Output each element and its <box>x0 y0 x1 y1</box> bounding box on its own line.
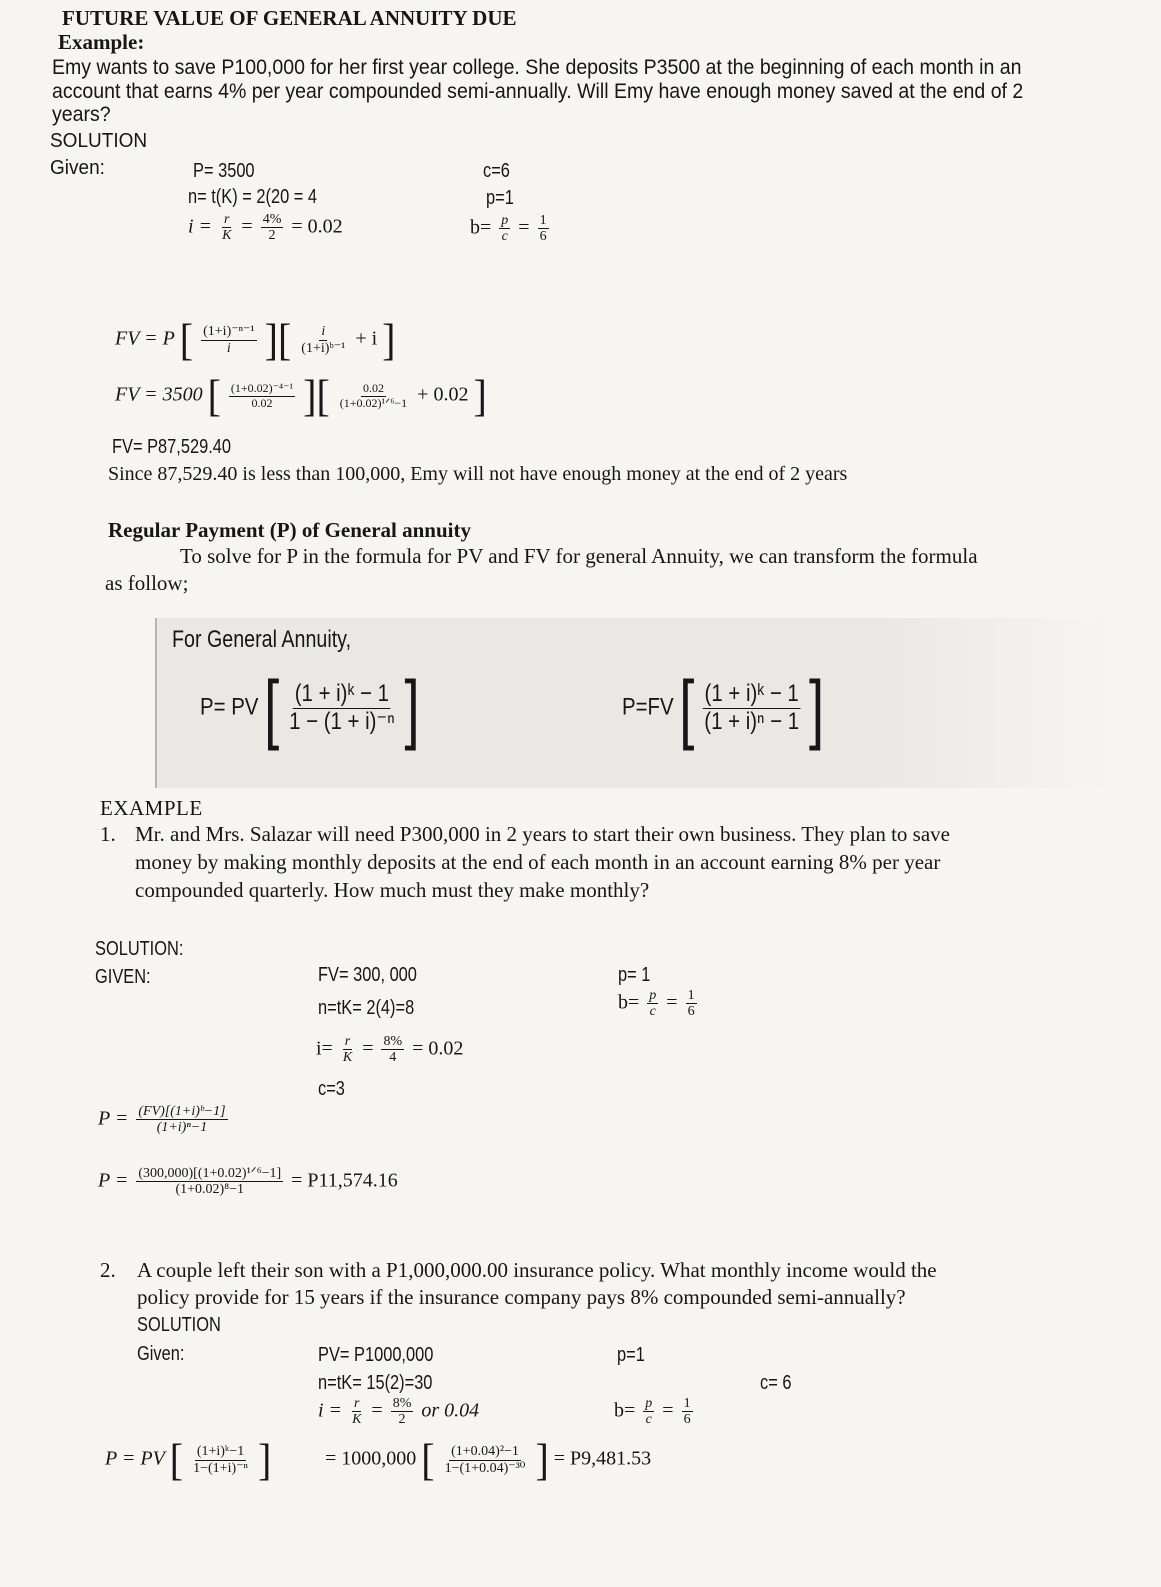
fv-formula-den1: i <box>226 340 231 356</box>
example3-b-p: p <box>645 1396 653 1411</box>
example3-i-result: or 0.04 <box>421 1399 480 1422</box>
example3-b-one: 1 <box>683 1396 691 1411</box>
example2-problem-1: Mr. and Mrs. Salazar will need P300,000 in 2 years to start their own business. They plan to save <box>135 822 950 846</box>
example3-formula: P = PV [ $\frac{\text{(1+i)ᵏ−1}}{\text{1−(1+i)⁻ⁿ}}$ ] <box>105 1434 272 1485</box>
example3-b-c: c <box>645 1412 652 1428</box>
i-pct: 4% <box>262 212 282 227</box>
example3-b-eq: = <box>662 1399 674 1422</box>
example2-b-six: 6 <box>687 1004 695 1020</box>
i-eq: = <box>241 215 253 238</box>
example2-i-k: K <box>342 1050 353 1066</box>
example3-i <box>318 1396 479 1428</box>
example3-given-label: Given: <box>137 1343 185 1365</box>
solution-label: SOLUTION <box>50 130 148 152</box>
fv-payment-num: (1 + i)ᵏ − 1 <box>704 680 799 708</box>
example2-formula-den: (1+i)ⁿ−1 <box>156 1120 208 1136</box>
example2-problem-2: money by making monthly deposits at the end of each month in an account earning 8% per year <box>135 850 941 874</box>
example2-i-r: r <box>344 1034 351 1049</box>
example2-sub-lhs: P = <box>98 1169 129 1192</box>
pv-payment-lhs: P= PV <box>200 693 259 721</box>
example2-formula-num: (FV)[(1+i)ᵇ−1] <box>138 1104 226 1119</box>
example3-i-eq: = <box>371 1399 383 1422</box>
example3-formula-lhs: P = PV <box>105 1447 165 1470</box>
example3-pv: PV= P1000,000 <box>318 1344 434 1366</box>
example3-sub-num: (1+0.04)²−1 <box>451 1444 519 1460</box>
example2-i-four: 4 <box>389 1050 397 1066</box>
i-k: K <box>222 228 232 244</box>
i-result: = 0.02 <box>291 215 343 238</box>
example2-problem-3: compounded quarterly. How much must they make monthly? <box>135 878 650 902</box>
example3-problem-1: A couple left their son with a P1,000,000.00 insurance policy. What monthly income would the <box>137 1258 937 1282</box>
example2-fv: FV= 300, 000 <box>318 964 417 986</box>
example2-sub-den: (1+0.02)⁸−1 <box>175 1182 244 1198</box>
fv-sub-den2: (1+0.02)¹ᐟ⁶−1 <box>339 395 408 410</box>
b-eq: = <box>518 216 530 239</box>
example2-b <box>618 988 700 1020</box>
pv-payment-formula: P= PV [ $\frac{\text{(1 + i)ᵏ − 1}}{\text{1 − (1 + i)⁻ⁿ}}$ ] <box>200 664 420 752</box>
given-p: P= 3500 <box>193 160 255 182</box>
example2-substituted <box>98 1166 398 1198</box>
example3-i-pct: 8% <box>392 1396 412 1411</box>
example2-b-prefix: b= <box>618 991 640 1014</box>
fv-sub-den1: 0.02 <box>251 395 273 410</box>
example3-i-prefix: i = <box>318 1399 343 1422</box>
example3-c: c= 6 <box>760 1372 792 1394</box>
example2-b-one: 1 <box>687 988 695 1003</box>
example2-b-c: c <box>649 1004 656 1020</box>
problem-line-1: Emy wants to save P100,000 for her first year college. She deposits P3500 at the beginning of each month in an <box>52 56 1022 79</box>
fv-sub-lhs: FV = 3500 <box>115 383 203 406</box>
fv-formula: FV = P [ $\frac{\text{(1+i)⁻ⁿ⁻¹}}{i}$ ][ $\frac{i}{\text{(1+i)ᵇ⁻¹}}$ + i ] <box>115 314 396 365</box>
example2-sub-num: (300,000)[(1+0.02)¹ᐟ⁶−1] <box>138 1166 282 1181</box>
example3-solution-label: SOLUTION <box>137 1314 221 1336</box>
example3-sub-den: 1−(1+0.04)⁻³⁰ <box>444 1460 526 1476</box>
fv-result: FV= P87,529.40 <box>112 436 231 458</box>
example2-i-pct: 8% <box>383 1034 403 1049</box>
example2-formula <box>98 1104 231 1136</box>
example3-substituted: = 1000,000 [ $\frac{\text{(1+0.04)²−1}}{\text{1−(1+0.04)⁻³⁰}}$ ] = P9,481.53 <box>325 1434 652 1485</box>
example2-p: p= 1 <box>618 964 651 986</box>
given-i <box>188 212 343 244</box>
fv-formula-num1: (1+i)⁻ⁿ⁻¹ <box>203 324 255 340</box>
example2-formula-lhs: P = <box>98 1107 129 1130</box>
pv-payment-num: (1 + i)ᵏ − 1 <box>294 680 389 708</box>
fv-formula-den2: (1+i)ᵇ⁻¹ <box>301 340 346 356</box>
fv-substituted: FV = 3500 [ $\frac{\text{(1+0.02)⁻⁴⁻¹}}{0.02}$ ][ $\frac{0.02}{\text{(1+0.02)¹ᐟ⁶−1}}$ + 0.02 ] <box>115 370 487 421</box>
formula-box-title: For General Annuity, <box>172 626 352 653</box>
example3-formula-num: (1+i)ᵏ−1 <box>196 1444 245 1460</box>
given-b <box>470 213 552 245</box>
given-label: Given: <box>50 157 105 179</box>
regular-payment-heading: Regular Payment (P) of General annuity <box>108 518 471 542</box>
fv-payment-lhs: P=FV <box>622 693 674 721</box>
fv-formula-num2: i <box>321 324 326 340</box>
b-six: 6 <box>539 229 547 245</box>
regular-payment-intro-2: as follow; <box>105 571 189 595</box>
page-title: FUTURE VALUE OF GENERAL ANNUITY DUE <box>62 6 517 30</box>
example2-i-prefix: i= <box>316 1037 333 1060</box>
regular-payment-intro-1: To solve for P in the formula for PV and FV for general Annuity, we can transform the formula <box>180 544 978 568</box>
example3-b-six: 6 <box>683 1412 691 1428</box>
example-heading: EXAMPLE <box>100 796 203 820</box>
example2-given-label: GIVEN: <box>95 966 151 988</box>
i-prefix: i = <box>188 215 213 238</box>
example2-solution-label: SOLUTION: <box>95 938 184 960</box>
formula-box-fade <box>875 618 1110 788</box>
b-c: c <box>501 229 508 245</box>
example3-problem-2: policy provide for 15 years if the insurance company pays 8% compounded semi-annually? <box>137 1285 906 1309</box>
example3-p: p=1 <box>617 1344 645 1366</box>
i-two: 2 <box>268 228 276 244</box>
example2-sub-result: = P11,574.16 <box>291 1169 398 1192</box>
example3-i-k: K <box>352 1412 362 1428</box>
fv-formula-plus: + i <box>355 327 378 350</box>
b-one: 1 <box>539 213 547 228</box>
example3-i-two: 2 <box>398 1412 406 1428</box>
example2-number: 1. <box>100 822 116 846</box>
example2-c: c=3 <box>318 1078 345 1100</box>
example3-b-prefix: b= <box>614 1399 636 1422</box>
example3-sub-lhs: = 1000,000 <box>325 1447 417 1470</box>
example3-formula-den: 1−(1+i)⁻ⁿ <box>193 1460 248 1476</box>
problem-line-3: years? <box>52 103 111 126</box>
b-p: p <box>501 213 509 228</box>
example3-i-r: r <box>354 1396 360 1411</box>
given-p-small: p=1 <box>486 187 514 209</box>
b-prefix: b= <box>470 216 492 239</box>
fv-sub-num1: (1+0.02)⁻⁴⁻¹ <box>230 381 294 396</box>
example2-i <box>316 1034 463 1066</box>
problem-line-2: account that earns 4% per year compounded semi-annually. Will Emy have enough money saved at the end of 2 <box>52 80 1024 103</box>
given-c: c=6 <box>483 160 510 182</box>
example2-b-p: p <box>649 988 657 1003</box>
fv-payment-formula: P=FV [ $\frac{\text{(1 + i)ᵏ − 1}}{\text{(1 + i)ⁿ − 1}}$ ] <box>622 664 825 752</box>
fv-sub-plus: + 0.02 <box>417 383 469 406</box>
example2-i-eq: = <box>362 1037 374 1060</box>
example2-b-eq: = <box>666 991 678 1014</box>
example-label: Example: <box>58 30 145 54</box>
example3-sub-result: = P9,481.53 <box>553 1447 652 1470</box>
fv-payment-den: (1 + i)ⁿ − 1 <box>704 707 800 735</box>
conclusion: Since 87,529.40 is less than 100,000, Emy will not have enough money at the end of 2 years <box>108 463 848 485</box>
example2-n: n=tK= 2(4)=8 <box>318 997 415 1019</box>
pv-payment-den: 1 − (1 + i)⁻ⁿ <box>289 707 395 735</box>
i-r: r <box>224 212 230 227</box>
example3-b <box>614 1396 696 1428</box>
fv-sub-num2: 0.02 <box>362 381 384 396</box>
example3-n: n=tK= 15(2)=30 <box>318 1372 433 1394</box>
given-n: n= t(K) = 2(20 = 4 <box>188 186 318 208</box>
example2-i-result: = 0.02 <box>412 1037 464 1060</box>
example3-number: 2. <box>100 1258 116 1282</box>
fv-formula-lhs: FV = P <box>115 327 175 350</box>
